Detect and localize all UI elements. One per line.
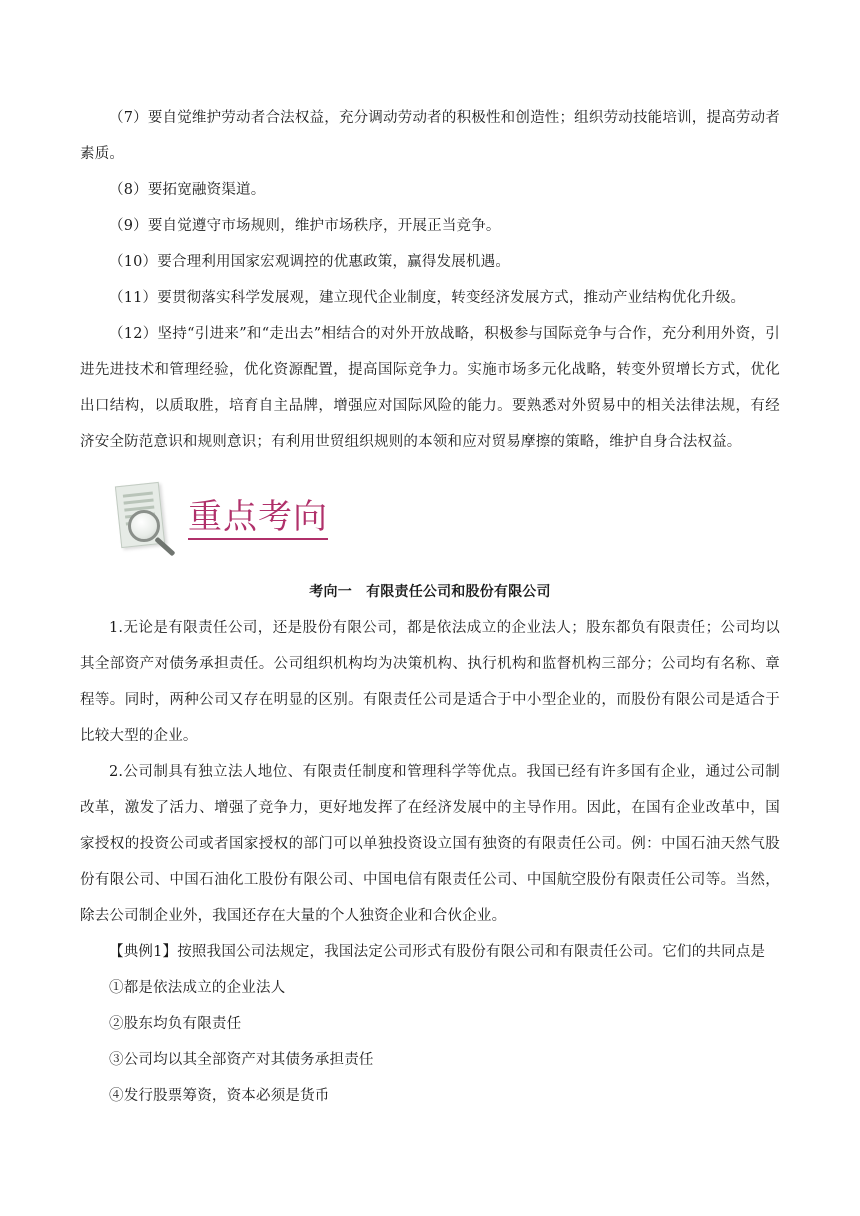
document-page	[80, 100, 780, 1114]
example-option-1: ①都是依法成立的企业法人	[109, 980, 286, 996]
example-option-2: ②股东均负有限责任	[109, 1016, 242, 1032]
paragraph-11: （11）要贯彻落实科学发展观，建立现代企业制度，转变经济发展方式，推动产业结构优化升级。	[109, 290, 746, 306]
magnifier-lens-icon	[128, 510, 160, 542]
section-heading: 考向一 有限责任公司和股份有限公司	[309, 584, 551, 600]
paragraph-12: （12）坚持“引进来”和“走出去”相结合的对外开放战略，积极参与国际竞争与合作，充分利用外资，引进先进技术和管理经验，优化资源配置，提高国际竞争力。实施市场多元化战略，转变外贸增长方式，优化出口结构，以质取胜，培育自主品牌，增强应对国际风险的能力。要熟悉对外贸易中的相关法律法规，有经济安全防范意识和规则意识；有利用世贸组织规则的本领和应对贸易摩擦的策略，维护自身合法权益。	[80, 326, 780, 450]
banner-title: 重点考向	[188, 496, 328, 540]
paragraph-point-1: 1.无论是有限责任公司，还是股份有限公司，都是依法成立的企业法人；股东都负有限责任；公司均以其全部资产对债务承担责任。公司组织机构均为决策机构、执行机构和监督机构三部分；公司均有名称、章程等。同时，两种公司又存在明显的区别。有限责任公司是适合于中小型企业的，而股份有限公司是适合于比较大型的企业。	[80, 620, 780, 744]
paragraph-7: （7）要自觉维护劳动者合法权益，充分调动劳动者的积极性和创造性；组织劳动技能培训，提高劳动者素质。	[80, 110, 780, 162]
example-option-3: ③公司均以其全部资产对其债务承担责任	[109, 1052, 374, 1068]
paragraph-point-2: 2.公司制具有独立法人地位、有限责任制度和管理科学等优点。我国已经有许多国有企业，通过公司制改革，激发了活力、增强了竞争力，更好地发挥了在经济发展中的主导作用。因此，在国有企业改革中，国家授权的投资公司或者国家授权的部门可以单独投资设立国有独资的有限责任公司。例：中国石油天然气股份有限公司、中国石油化工股份有限公司、中国电信有限责任公司、中国航空股份有限责任公司等。当然，除去公司制企业外，我国还存在大量的个人独资企业和合伙企业。	[80, 764, 780, 924]
key-points-banner	[80, 474, 780, 574]
example-question: 【典例1】按照我国公司法规定，我国法定公司形式有股份有限公司和有限责任公司。它们的共同点是	[109, 944, 766, 960]
paragraph-8: （8）要拓宽融资渠道。	[109, 182, 266, 198]
paragraph-10: （10）要合理利用国家宏观调控的优惠政策，赢得发展机遇。	[109, 254, 511, 270]
example-option-4: ④发行股票筹资，资本必须是货币	[109, 1088, 330, 1104]
magnifier-handle-icon	[154, 537, 175, 557]
paragraph-9: （9）要自觉遵守市场规则，维护市场秩序，开展正当竞争。	[109, 218, 501, 234]
